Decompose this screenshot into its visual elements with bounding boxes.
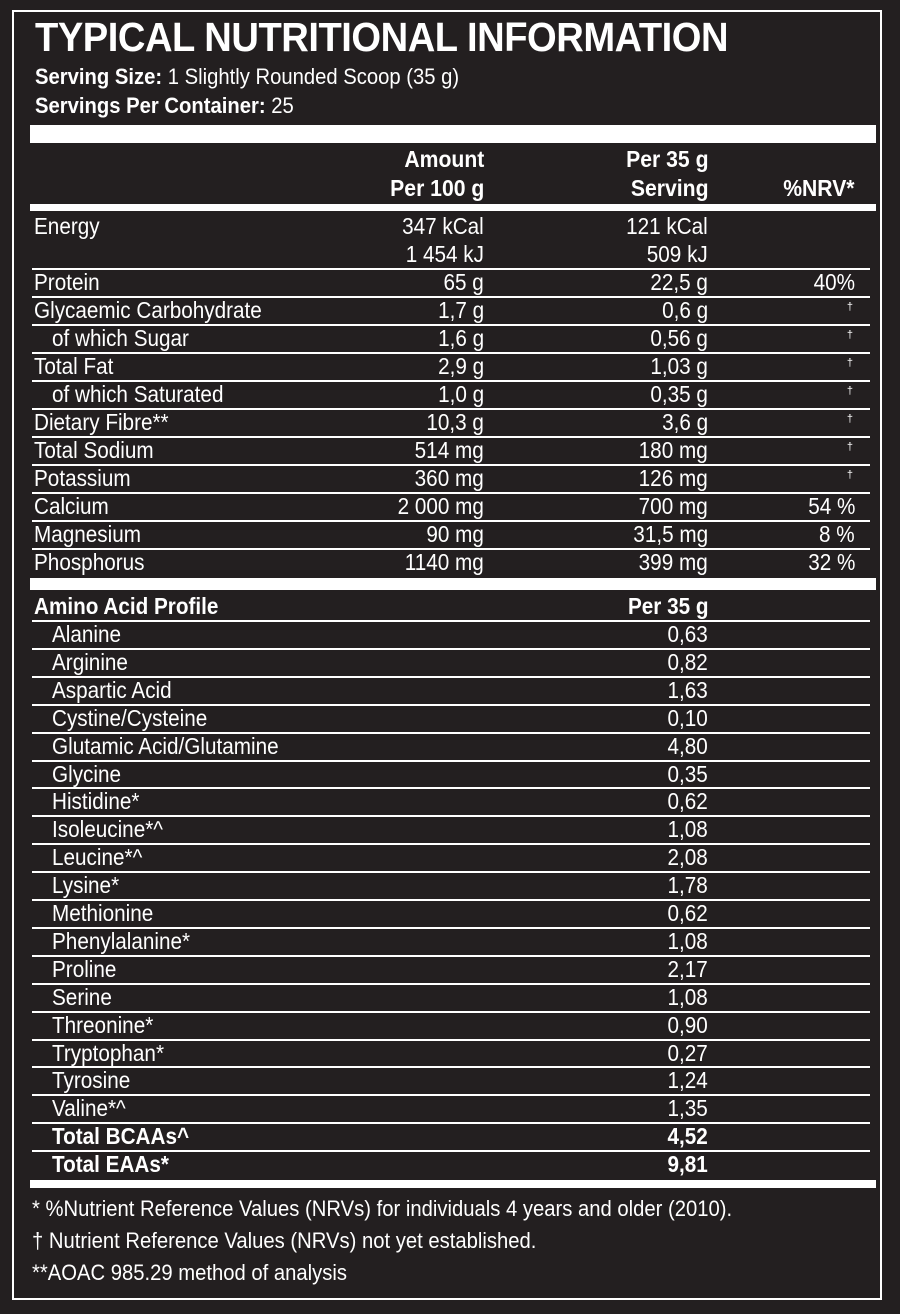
amino-row-divider [32, 1066, 870, 1068]
nutrient-per-serving: 180 mg [638, 437, 708, 463]
header-nrv: %NRV* [783, 175, 855, 201]
nutrient-nrv-dagger: † [846, 413, 853, 425]
amino-acid-value: 4,80 [667, 732, 708, 759]
amino-acid-name: Glutamic Acid/Glutamine [52, 732, 279, 759]
header-serving-line1: Per 35 g [625, 146, 708, 172]
amino-acid-name: Isoleucine*^ [52, 816, 163, 843]
nutrient-nrv-dagger: † [846, 441, 853, 453]
nutrient-name: Magnesium [34, 521, 142, 547]
nutrient-name: of which Saturated [52, 381, 224, 407]
nutrient-per-serving: 0,6 g [661, 297, 708, 323]
nutrient-per-serving: 0,35 g [650, 381, 708, 407]
nutrient-nrv-dagger: † [846, 357, 853, 369]
nutrient-per100: 347 kCal [402, 213, 484, 239]
nutrient-name: Phosphorus [34, 549, 145, 575]
amino-acid-value: 0,62 [667, 788, 708, 815]
nutrient-per100: 1,0 g [437, 381, 484, 407]
amino-acid-value: 1,08 [667, 927, 708, 954]
nutrient-per-serving: 1,03 g [650, 353, 708, 379]
servings-count-label: Servings Per Container: [35, 93, 266, 118]
nutrient-name: Glycaemic Carbohydrate [34, 297, 262, 323]
nutrient-per-serving: 700 mg [638, 493, 708, 519]
amino-row-divider [32, 787, 870, 789]
amino-row-divider [32, 1094, 870, 1096]
nutrient-per100: 360 mg [414, 465, 484, 491]
serving-size-label: Serving Size: [35, 64, 163, 89]
amino-acid-name: Serine [52, 983, 112, 1010]
amino-row-divider [32, 843, 870, 845]
nutrient-per100: 1,6 g [437, 325, 484, 351]
amino-acid-value: 1,35 [667, 1095, 708, 1122]
amino-acid-value: 1,63 [667, 676, 708, 703]
amino-row-divider [32, 620, 870, 622]
amino-row-divider [32, 648, 870, 650]
amino-acid-name: Arginine [52, 648, 128, 675]
header-underline-bar [30, 204, 876, 211]
amino-acid-name: Methionine [52, 900, 154, 926]
nutrient-per-serving: 31,5 mg [633, 521, 708, 547]
servings-count-value: 25 [265, 93, 294, 118]
header-per100-line1: Amount [404, 146, 484, 172]
amino-acid-name: Tryptophan* [52, 1039, 165, 1066]
nutrient-per-serving: 126 mg [638, 465, 708, 491]
footnote-divider-bar [30, 1180, 876, 1188]
nutrient-per-serving: 399 mg [638, 549, 708, 575]
amino-acid-name: Phenylalanine* [52, 927, 191, 954]
amino-acid-name: Alanine [52, 621, 122, 647]
nutrient-name: Protein [34, 269, 100, 295]
nutrient-nrv-dagger: † [846, 385, 853, 397]
amino-acid-value: 1,08 [667, 983, 708, 1010]
amino-acid-name: Valine*^ [52, 1095, 126, 1122]
nutrient-nrv-dagger: † [846, 469, 853, 481]
header-per100-line2: Per 100 g [389, 175, 484, 201]
nutrient-per100: 90 mg [426, 521, 484, 547]
amino-acid-value: 0,63 [667, 621, 708, 647]
amino-acid-name: Lysine* [52, 872, 120, 899]
amino-column-header: Per 35 g [627, 593, 708, 619]
amino-acid-name: Tyrosine [52, 1067, 131, 1094]
amino-acid-name: Proline [52, 955, 117, 982]
header-serving [626, 145, 708, 203]
nutrient-nrv: 40% [813, 269, 855, 295]
header-serving-line2: Serving [630, 175, 708, 201]
amino-acid-name: Total BCAAs^ [52, 1123, 190, 1150]
amino-acid-value: 1,78 [667, 872, 708, 899]
nutrient-per100: 2 000 mg [397, 493, 484, 519]
amino-acid-name: Cystine/Cysteine [52, 704, 208, 731]
serving-size [35, 64, 459, 90]
amino-row-divider [32, 871, 870, 873]
nutrient-nrv: 8 % [819, 521, 855, 547]
nutrient-per-serving: 3,6 g [661, 409, 708, 435]
amino-acid-value: 0,62 [667, 900, 708, 926]
nutrient-per100: 10,3 g [426, 409, 484, 435]
footnote-dagger: † Nutrient Reference Values (NRVs) not yet established. [32, 1228, 537, 1253]
amino-acid-name: Total EAAs* [52, 1151, 169, 1178]
amino-acid-value: 1,08 [667, 816, 708, 843]
nutrient-name: Total Fat [34, 353, 114, 379]
nutrient-per100: 1140 mg [404, 549, 484, 575]
amino-acid-value: 9,81 [667, 1151, 708, 1178]
amino-acid-name: Threonine* [52, 1011, 154, 1038]
nutrient-name: Calcium [34, 493, 109, 519]
nutrient-per100: 2,9 g [437, 353, 484, 379]
amino-row-divider [32, 899, 870, 901]
amino-acid-value: 0,82 [667, 648, 708, 675]
nutrient-per-serving: 0,56 g [650, 325, 708, 351]
amino-acid-name: Histidine* [52, 788, 140, 815]
nutrient-per100: 1,7 g [437, 297, 484, 323]
label-title: TYPICAL NUTRITIONAL INFORMATION [35, 14, 729, 60]
amino-row-divider [32, 983, 870, 985]
amino-acid-value: 0,90 [667, 1011, 708, 1038]
nutrient-nrv-dagger: † [846, 301, 853, 313]
nutrient-per-serving: 509 kJ [647, 241, 708, 267]
amino-row-divider [32, 1011, 870, 1013]
serving-size-value: 1 Slightly Rounded Scoop (35 g) [162, 64, 460, 89]
nutrient-name: Total Sodium [34, 437, 154, 463]
amino-acid-value: 0,35 [667, 760, 708, 787]
amino-acid-value: 2,08 [667, 844, 708, 871]
nutrient-nrv-dagger: † [846, 329, 853, 341]
nutrient-nrv: 32 % [807, 549, 855, 575]
amino-acid-name: Leucine*^ [52, 844, 143, 871]
nutrient-per100: 514 mg [414, 437, 484, 463]
top-thick-bar [30, 125, 876, 143]
amino-acid-name: Aspartic Acid [52, 676, 172, 703]
amino-title: Amino Acid Profile [34, 593, 219, 619]
amino-row-divider [32, 760, 870, 762]
nutrient-name: Energy [34, 213, 100, 239]
nutrient-name: of which Sugar [52, 325, 189, 351]
footnote-method: **AOAC 985.29 method of analysis [32, 1260, 348, 1285]
amino-row-divider [32, 955, 870, 957]
nutrient-per100: 65 g [443, 269, 484, 295]
amino-acid-value: 4,52 [667, 1123, 708, 1150]
nutrient-per100: 1 454 kJ [405, 241, 484, 267]
amino-acid-value: 0,27 [667, 1039, 708, 1066]
amino-acid-name: Glycine [52, 760, 122, 787]
amino-acid-value: 2,17 [667, 955, 708, 982]
footnote-nrv: * %Nutrient Reference Values (NRVs) for individuals 4 years and older (2010). [32, 1196, 733, 1221]
servings-per-container [35, 93, 294, 119]
header-per100 [390, 145, 484, 203]
nutrient-nrv: 54 % [807, 493, 855, 519]
amino-acid-value: 0,10 [667, 704, 708, 731]
amino-acid-value: 1,24 [667, 1067, 708, 1094]
nutrient-per-serving: 121 kCal [626, 213, 708, 239]
nutrient-name: Potassium [34, 465, 131, 491]
amino-section-bar [30, 578, 876, 590]
nutrient-per-serving: 22,5 g [650, 269, 708, 295]
nutrient-name: Dietary Fibre** [34, 409, 169, 435]
